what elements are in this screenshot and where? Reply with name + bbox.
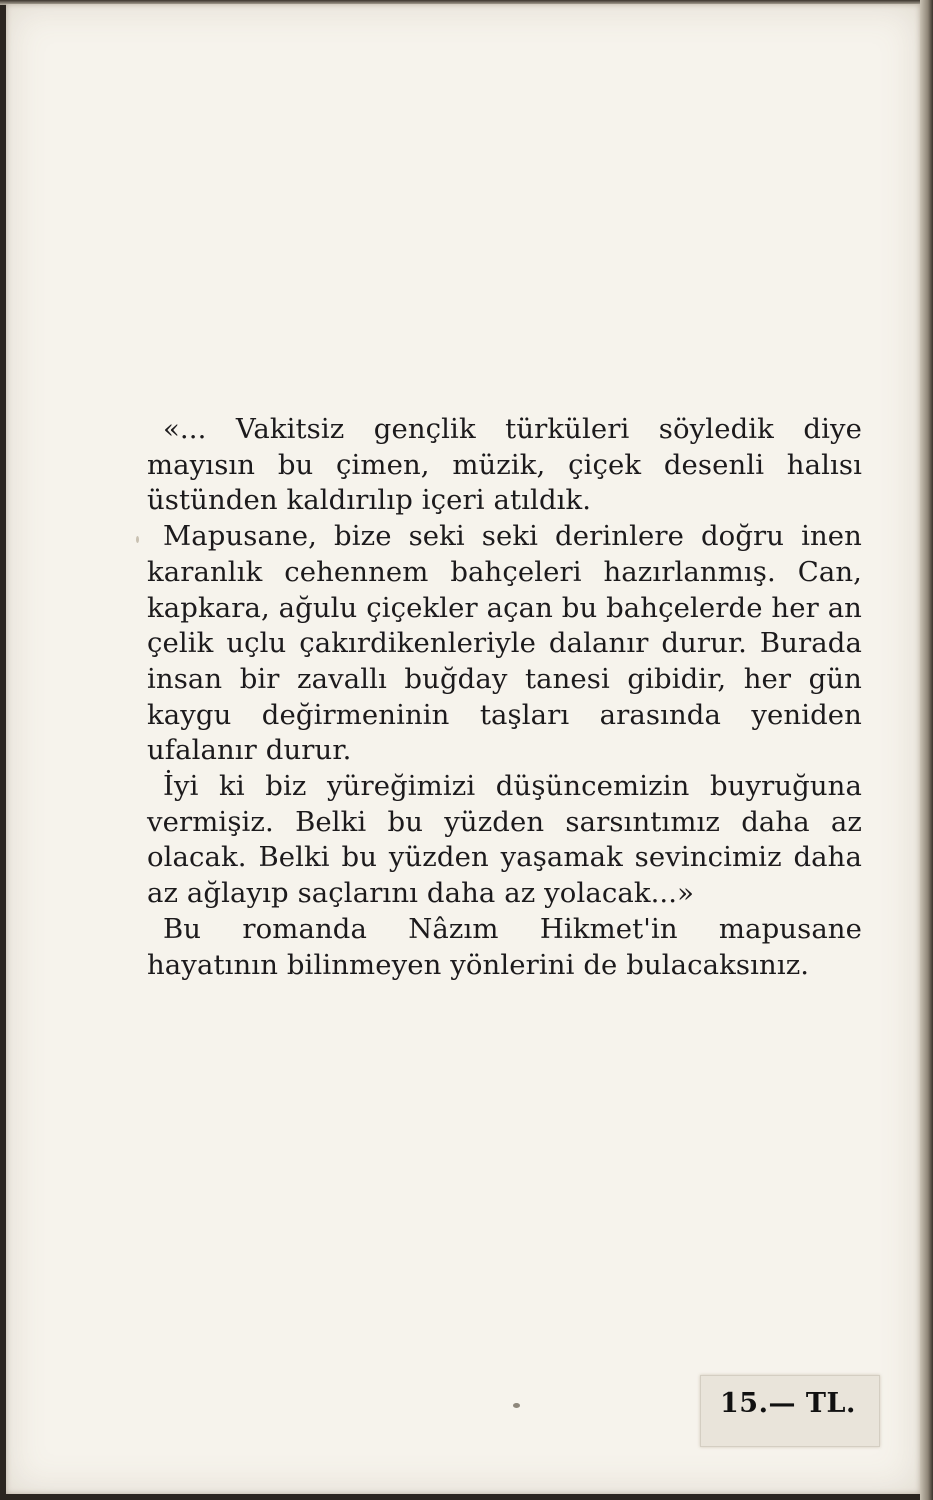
ink-speck xyxy=(513,1403,520,1408)
blurb-quote-paragraph-1: «... Vakitsiz gençlik türküleri söyledik diye mayısın bu çimen, müzik, çiçek desenli halısı üstünden kaldırılıp içeri atıldık. xyxy=(147,413,862,517)
blurb-summary-paragraph: Bu romanda Nâzım Hikmet'in mapusane hayatının bilinmeyen yönlerini de bulacaksınız. xyxy=(147,912,862,981)
blurb-quote-paragraph-2: Mapusane, bize seki seki derinlere doğru inen karanlık cehennem bahçeleri hazırlanmış. Can, kapkara, ağulu çiçekler açan bu bahçelerde her an çelik uçlu çakırdikenleriyle dalanır durur. Burada insan bir zavallı buğday tanesi gibidir, her gün kaygu değirmeninin taşları arasında yeniden ufalanır durur. xyxy=(147,520,862,767)
ink-speck xyxy=(136,536,139,543)
price-label: 15.— TL. xyxy=(720,1388,856,1419)
blurb-quote-paragraph-3: İyi ki biz yüreğimizi düşüncemizin buyruğuna vermişiz. Belki bu yüzden sarsıntımız daha az olacak. Belki bu yüzden yaşamak sevincimiz daha az ağlayıp saçlarını daha az yolacak...» xyxy=(147,770,862,910)
blurb-text xyxy=(147,412,862,983)
cover-spine-edge xyxy=(920,0,933,1500)
